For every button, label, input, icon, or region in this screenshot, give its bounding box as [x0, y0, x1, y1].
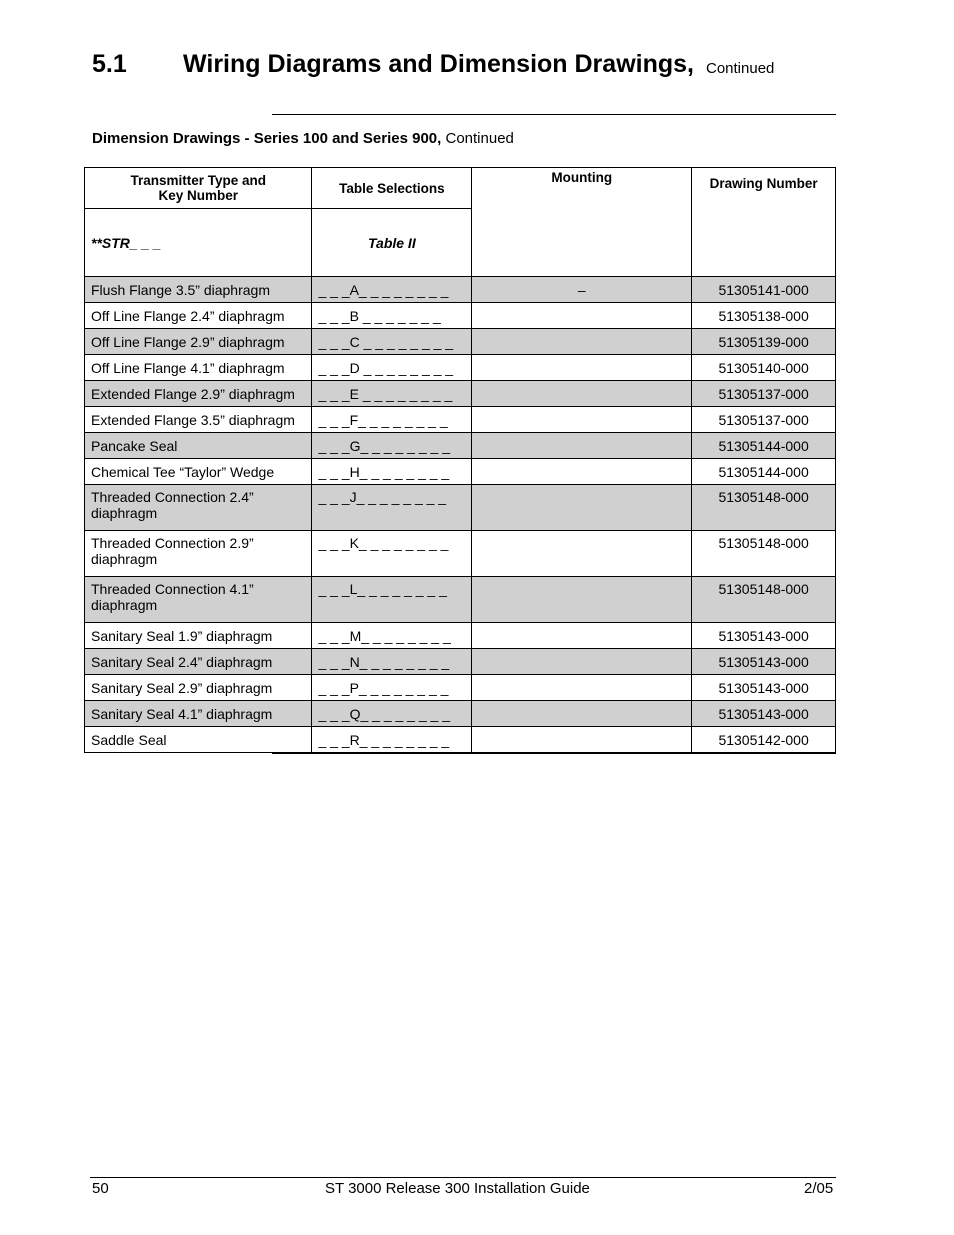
table-row [85, 381, 836, 407]
table-selection-cell: _ _ _K_ _ _ _ _ _ _ _ [312, 531, 472, 577]
drawing-number-cell: 51305141-000 [692, 277, 836, 303]
transmitter-type-cell: Sanitary Seal 2.9” diaphragm [85, 675, 312, 701]
mounting-cell [472, 355, 692, 381]
drawing-number-cell: 51305139-000 [692, 329, 836, 355]
drawing-number-cell: 51305142-000 [692, 727, 836, 753]
subheading-continued: Continued [445, 130, 514, 147]
table-row [85, 433, 836, 459]
dimension-drawings-table [84, 167, 836, 753]
table-selection-cell: _ _ _J_ _ _ _ _ _ _ _ [312, 485, 472, 531]
table-selection-cell: _ _ _A_ _ _ _ _ _ _ _ [312, 277, 472, 303]
footer-date: 2/05 [804, 1180, 834, 1197]
table-row [85, 355, 836, 381]
mounting-cell [472, 381, 692, 407]
table-selection-cell: _ _ _M_ _ _ _ _ _ _ _ [312, 623, 472, 649]
transmitter-type-cell: Extended Flange 3.5” diaphragm [85, 407, 312, 433]
table-selection-cell: _ _ _F_ _ _ _ _ _ _ _ [312, 407, 472, 433]
table-row [85, 485, 836, 531]
table-row [85, 577, 836, 623]
table-row [85, 623, 836, 649]
subheading-title: Dimension Drawings - Series 100 and Series 900, [92, 130, 442, 147]
transmitter-type-cell: Off Line Flange 2.9” diaphragm [85, 329, 312, 355]
table-row [85, 277, 836, 303]
transmitter-type-cell: Sanitary Seal 4.1” diaphragm [85, 701, 312, 727]
mounting-cell [472, 329, 692, 355]
mounting-cell [472, 459, 692, 485]
section-title: Wiring Diagrams and Dimension Drawings, [183, 50, 694, 78]
header-drawing-number: Drawing Number [692, 168, 836, 277]
header-table-selections: Table Selections [312, 168, 472, 209]
table-row [85, 531, 836, 577]
table-selection-cell: _ _ _H_ _ _ _ _ _ _ _ [312, 459, 472, 485]
bottom-rule [272, 753, 836, 754]
section-continued: Continued [706, 60, 775, 77]
section-number: 5.1 [92, 50, 127, 78]
transmitter-type-cell: Flush Flange 3.5” diaphragm [85, 277, 312, 303]
mounting-cell [472, 433, 692, 459]
drawing-number-cell: 51305137-000 [692, 381, 836, 407]
drawing-number-cell: 51305140-000 [692, 355, 836, 381]
drawing-number-cell: 51305148-000 [692, 531, 836, 577]
transmitter-type-cell: Extended Flange 2.9” diaphragm [85, 381, 312, 407]
mounting-cell: – [472, 277, 692, 303]
table-selection-cell: _ _ _P_ _ _ _ _ _ _ _ [312, 675, 472, 701]
drawing-number-cell: 51305144-000 [692, 459, 836, 485]
drawing-number-cell: 51305137-000 [692, 407, 836, 433]
transmitter-type-cell: Sanitary Seal 1.9” diaphragm [85, 623, 312, 649]
footer-guide-title: ST 3000 Release 300 Installation Guide [325, 1180, 590, 1197]
mounting-cell [472, 701, 692, 727]
table-selection-cell: _ _ _R_ _ _ _ _ _ _ _ [312, 727, 472, 753]
drawing-number-cell: 51305143-000 [692, 701, 836, 727]
mounting-cell [472, 531, 692, 577]
footer-rule [90, 1177, 836, 1178]
table-selection-cell: _ _ _E _ _ _ _ _ _ _ _ [312, 381, 472, 407]
table-row [85, 407, 836, 433]
mounting-cell [472, 675, 692, 701]
table-row [85, 459, 836, 485]
table-row [85, 701, 836, 727]
table-selection-cell: _ _ _G_ _ _ _ _ _ _ _ [312, 433, 472, 459]
drawing-number-cell: 51305138-000 [692, 303, 836, 329]
transmitter-type-cell: Off Line Flange 4.1” diaphragm [85, 355, 312, 381]
mounting-cell [472, 623, 692, 649]
drawing-number-cell: 51305148-000 [692, 485, 836, 531]
table-selection-cell: _ _ _C _ _ _ _ _ _ _ _ [312, 329, 472, 355]
table-selection-cell: _ _ _D _ _ _ _ _ _ _ _ [312, 355, 472, 381]
table-row [85, 675, 836, 701]
transmitter-type-cell: Threaded Connection 4.1” diaphragm [85, 577, 312, 623]
header-transmitter-type: Transmitter Type and Key Number [85, 168, 312, 209]
transmitter-type-cell: Threaded Connection 2.4” diaphragm [85, 485, 312, 531]
table-selection-cell: _ _ _L_ _ _ _ _ _ _ _ [312, 577, 472, 623]
drawing-number-cell: 51305143-000 [692, 649, 836, 675]
table-row [85, 303, 836, 329]
mounting-cell [472, 407, 692, 433]
transmitter-type-cell: Pancake Seal [85, 433, 312, 459]
table-selection-cell: _ _ _Q_ _ _ _ _ _ _ _ [312, 701, 472, 727]
drawing-number-cell: 51305143-000 [692, 675, 836, 701]
subheading [92, 130, 514, 147]
transmitter-type-cell: Threaded Connection 2.9” diaphragm [85, 531, 312, 577]
footer-page-number: 50 [92, 1180, 109, 1197]
mounting-cell [472, 303, 692, 329]
table-header-row [85, 168, 836, 209]
table-row [85, 649, 836, 675]
transmitter-type-cell: Off Line Flange 2.4” diaphragm [85, 303, 312, 329]
drawing-number-cell: 51305148-000 [692, 577, 836, 623]
table-row [85, 727, 836, 753]
table-row [85, 329, 836, 355]
drawing-number-cell: 51305143-000 [692, 623, 836, 649]
key-number: **STR_ _ _ [85, 209, 312, 277]
table-selection-cell: _ _ _B _ _ _ _ _ _ _ [312, 303, 472, 329]
mounting-cell [472, 727, 692, 753]
drawing-number-cell: 51305144-000 [692, 433, 836, 459]
mounting-cell [472, 485, 692, 531]
transmitter-type-cell: Chemical Tee “Taylor” Wedge [85, 459, 312, 485]
top-rule [272, 114, 836, 115]
table-selection-cell: _ _ _N_ _ _ _ _ _ _ _ [312, 649, 472, 675]
mounting-cell [472, 577, 692, 623]
table-reference: Table II [312, 209, 472, 277]
header-mounting: Mounting [472, 168, 692, 277]
transmitter-type-cell: Saddle Seal [85, 727, 312, 753]
transmitter-type-cell: Sanitary Seal 2.4” diaphragm [85, 649, 312, 675]
mounting-cell [472, 649, 692, 675]
